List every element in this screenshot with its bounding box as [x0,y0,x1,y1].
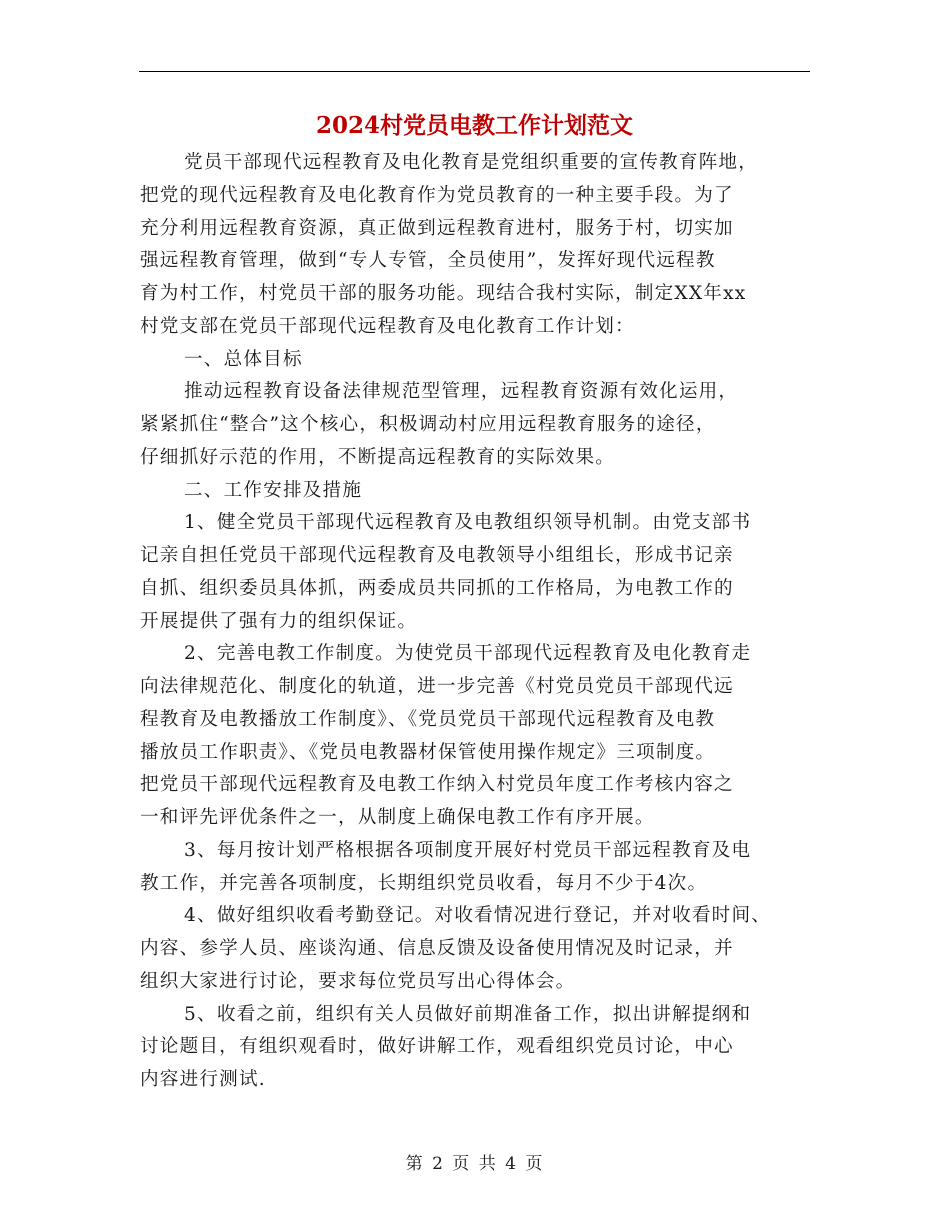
header-rule [139,71,810,72]
text-line: 5、收看之前，组织有关人员做好前期准备工作，拟出讲解提纲和 [184,1003,752,1025]
text-line: 充分利用远程教育资源，真正做到远程教育进村，服务于村，切实加 [140,217,734,239]
text-line: 开展提供了强有力的组织保证。 [140,610,418,632]
text-line: 育为村工作，村党员干部的服务功能。现结合我村实际，制定XX年xx [140,283,747,304]
text-line: 2、完善电教工作制度。为使党员干部现代远程教育及电化教育走 [184,643,752,665]
text-line: 4、做好组织收看考勤登记。对收看情况进行登记，并对收看时间、 [184,905,772,927]
text-line: 教工作，并完善各项制度，长期组织党员收看，每月不少于4次。 [140,872,708,894]
text-line: 1、健全党员干部现代远程教育及电教组织领导机制。由党支部书 [184,512,752,534]
text-line: 自抓、组织委员具体抓，两委成员共同抓的工作格局，为电教工作的 [140,577,734,599]
text-line: 一和评先评优条件之一，从制度上确保电教工作有序开展。 [140,807,655,828]
text-line: 程教育及电教播放工作制度》、《党员党员干部现代远程教育及电教 [140,708,716,730]
document-title: 2024村党员电教工作计划范文 [315,112,633,139]
text-line: 播放员工作职责》、《党员电教器材保管使用操作规定》三项制度。 [140,741,716,763]
page-number: 第 2 页 共 4 页 [405,1154,545,1174]
text-line: 村党支部在党员干部现代远程教育及电化教育工作计划： [140,315,635,337]
text-line: 把党员干部现代远程教育及电教工作纳入村党员年度工作考核内容之 [140,774,734,796]
document-body [140,147,812,1097]
text-line: 记亲自担任党员干部现代远程教育及电教领导小组组长，形成书记亲 [140,545,734,566]
text-line: 紧紧抓住“整合”这个核心，积极调动村应用远程教育服务的途径， [140,414,716,435]
text-line: 讨论题目，有组织观看时，做好讲解工作，观看组织党员讨论，中心 [140,1036,734,1058]
text-line: 推动远程教育设备法律规范型管理，远程教育资源有效化运用， [184,381,739,403]
text-line: 向法律规范化、制度化的轨道，进一步完善《村党员党员干部现代远 [140,676,734,697]
text-line: 内容、参学人员、座谈沟通、信息反馈及设备使用情况及时记录，并 [140,938,734,959]
text-line: 内容进行测试. [140,1069,266,1090]
text-line: 一、总体目标 [184,348,303,370]
text-line: 把党的现代远程教育及电化教育作为党员教育的一种主要手段。为了 [140,184,734,206]
text-line: 3、每月按计划严格根据各项制度开展好村党员干部远程教育及电 [184,839,752,861]
text-line: 强远程教育管理，做到“专人专管，全员使用”，发挥好现代远程教 [140,250,716,272]
text-line: 二、工作安排及措施 [184,479,363,501]
page-footer [0,1152,950,1176]
text-line: 党员干部现代远程教育及电化教育是党组织重要的宣传教育阵地， [184,152,759,173]
text-line: 组织大家进行讨论，要求每位党员写出心得体会。 [140,970,576,992]
text-line: 仔细抓好示范的作用，不断提高远程教育的实际效果。 [140,446,616,468]
